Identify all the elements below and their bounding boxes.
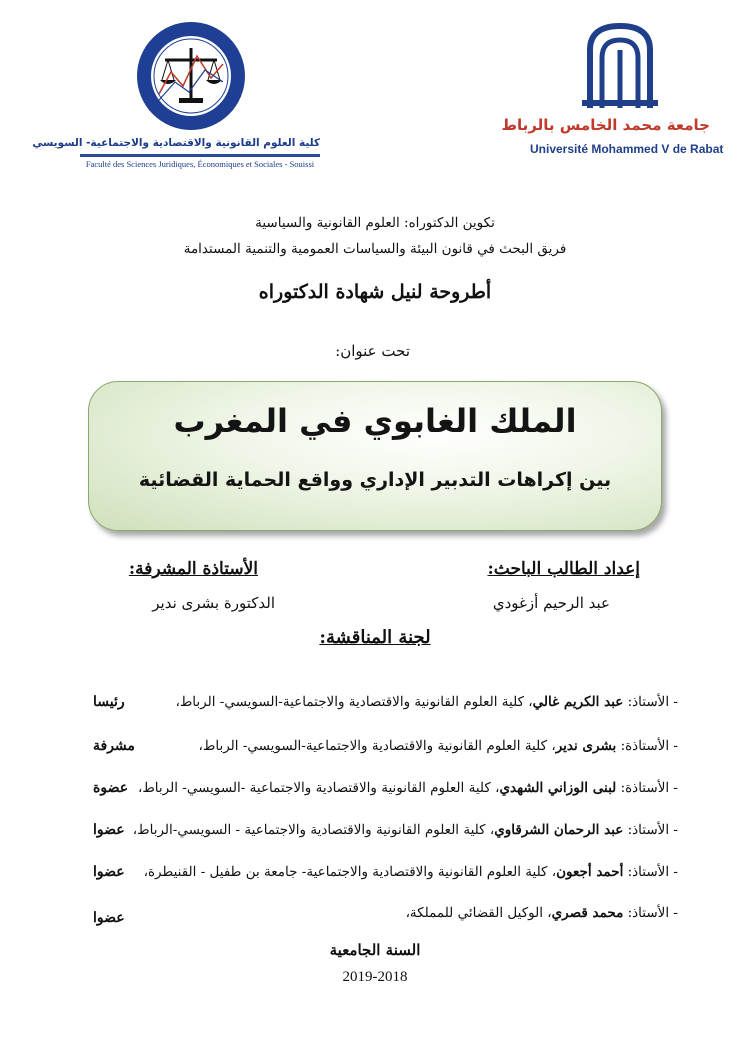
member-name: بشرى ندير bbox=[555, 738, 617, 754]
member-prefix: - الأستاذة: bbox=[620, 738, 678, 754]
member-affiliation: ، كلية العلوم القانونية والاقتصادية والاجتماعية- جامعة بن طفيل - القنيطرة، bbox=[143, 864, 557, 880]
faculty-logo bbox=[32, 20, 320, 180]
member-role: عضوة bbox=[93, 780, 129, 796]
title-box bbox=[88, 381, 662, 531]
faculty-name-arabic: كلية العلوم القانونية والاقتصادية والاجتماعية- السويسي bbox=[32, 137, 320, 149]
university-logo bbox=[501, 20, 724, 165]
member-name: أحمد أجعون bbox=[556, 864, 624, 880]
academic-year-label: السنة الجامعية bbox=[329, 941, 421, 959]
committee-label: لجنة المناقشة: bbox=[319, 627, 431, 648]
academic-year-value: 2019-2018 bbox=[342, 969, 408, 985]
member-role: مشرفة bbox=[93, 738, 135, 754]
faculty-emblem-icon bbox=[135, 20, 247, 132]
under-title-label: تحت عنوان: bbox=[335, 342, 410, 360]
member-affiliation: ، كلية العلوم القانونية والاقتصادية والاجتماعية-السويسي- الرباط، bbox=[175, 694, 533, 710]
member-prefix: - الأستاذ: bbox=[627, 822, 678, 838]
faculty-name-french: Faculté des Sciences Juridiques, Économiques et Sociales - Souissi bbox=[85, 159, 315, 169]
member-name: محمد قصري bbox=[551, 905, 624, 921]
member-role: عضوا bbox=[93, 864, 125, 880]
faculty-divider bbox=[80, 154, 320, 157]
university-emblem-icon bbox=[572, 20, 668, 110]
member-name: لبنى الوزاني الشهدي bbox=[499, 780, 617, 796]
committee-member bbox=[175, 694, 678, 710]
member-affiliation: ، كلية العلوم القانونية والاقتصادية والاجتماعية-السويسي- الرباط، bbox=[198, 738, 556, 754]
committee-member bbox=[144, 864, 678, 880]
university-name-french: Université Mohammed V de Rabat bbox=[530, 142, 724, 156]
committee-member bbox=[138, 780, 678, 796]
supervisor-name: الدكتورة بشرى ندير bbox=[152, 594, 275, 612]
committee-member bbox=[199, 738, 679, 754]
supervisor-label: الأستاذة المشرفة: bbox=[128, 559, 258, 579]
member-prefix: - الأستاذة: bbox=[620, 780, 678, 796]
doctoral-program: تكوين الدكتوراه: العلوم القانونية والسياسية bbox=[255, 215, 495, 231]
member-affiliation: ، الوكيل القضائي للمملكة، bbox=[405, 905, 552, 921]
member-prefix: - الأستاذ: bbox=[627, 864, 678, 880]
committee-member bbox=[406, 905, 678, 921]
student-label: إعداد الطالب الباحث: bbox=[487, 559, 640, 579]
thesis-main-title: الملك الغابوي في المغرب bbox=[173, 402, 577, 440]
thesis-subtitle: بين إكراهات التدبير الإداري وواقع الحماية القضائية bbox=[138, 469, 612, 491]
member-name: عبد الكريم غالي bbox=[532, 694, 624, 710]
member-affiliation: ، كلية العلوم القانونية والاقتصادية والاجتماعية -السويسي- الرباط، bbox=[137, 780, 500, 796]
member-role: عضوا bbox=[93, 910, 125, 926]
thesis-type: أطروحة لنيل شهادة الدكتوراه bbox=[258, 281, 492, 303]
member-role: رئيسا bbox=[93, 694, 125, 710]
member-role: عضوا bbox=[93, 822, 125, 838]
university-name-arabic: جامعة محمد الخامس بالرباط bbox=[501, 116, 710, 134]
member-prefix: - الأستاذ: bbox=[627, 905, 678, 921]
student-name: عبد الرحيم أزغودي bbox=[492, 594, 610, 612]
member-affiliation: ، كلية العلوم القانونية والاقتصادية والاجتماعية - السويسي-الرباط، bbox=[132, 822, 495, 838]
member-name: عبد الرحمان الشرقاوي bbox=[494, 822, 624, 838]
research-team: فريق البحث في قانون البيئة والسياسات العمومية والتنمية المستدامة bbox=[183, 241, 567, 257]
member-prefix: - الأستاذ: bbox=[627, 694, 678, 710]
committee-member bbox=[133, 822, 678, 838]
